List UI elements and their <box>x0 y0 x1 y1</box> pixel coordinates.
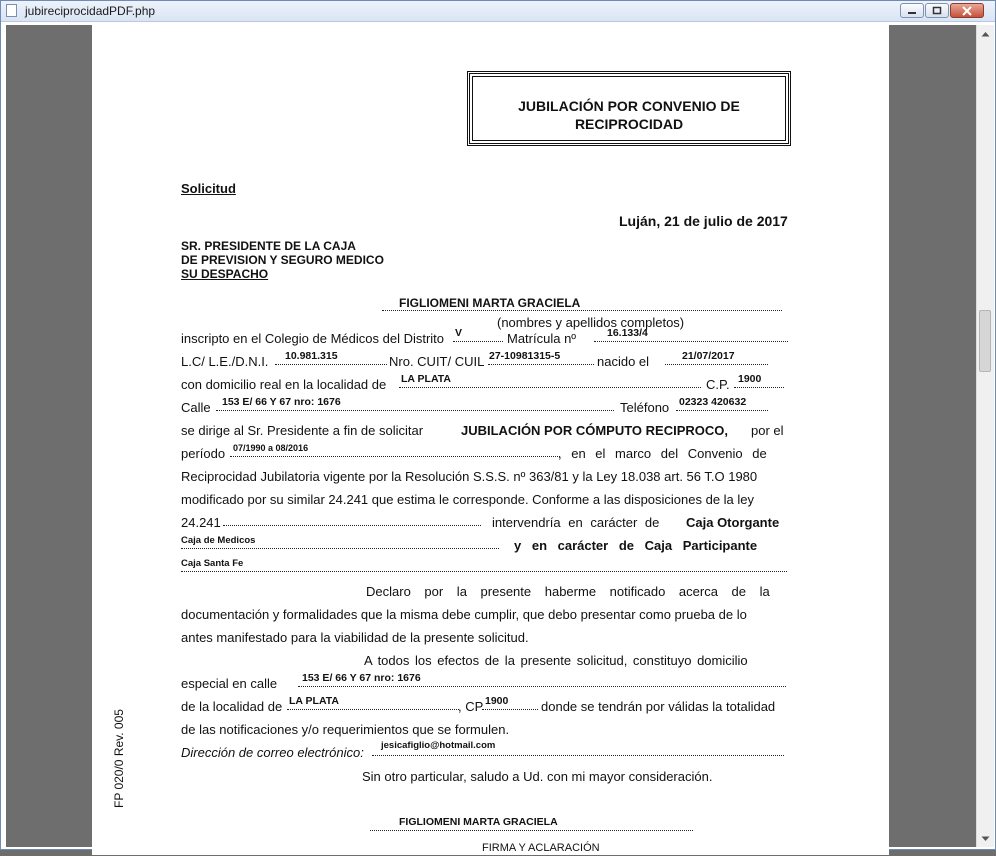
solicitud-type: JUBILACIÓN POR CÓMPUTO RECIPROCO, <box>461 423 729 438</box>
modificado-text: modificado por su similar 24.241 que estima le corresponde. Conforme a las disposiciones de la ley <box>181 492 755 507</box>
distrito-value: V <box>455 327 463 339</box>
name-caption: (nombres y apellidos completos) <box>497 315 685 330</box>
close-button[interactable] <box>950 3 984 18</box>
dirige-text: se dirige al Sr. Presidente a fin de solicitar <box>181 423 424 438</box>
efectos-text: A todos los efectos de la presente solicitud, constituyo domicilio <box>364 653 748 668</box>
localidad-especial-value: LA PLATA <box>289 695 339 707</box>
reciprocidad-text: Reciprocidad Jubilatoria vigente por la Resolución S.S.S. nº 363/81 y la Ley 18.038 art. 56 T.O 1980 <box>181 469 758 484</box>
email-label: Dirección de correo electrónico: <box>181 745 364 760</box>
domicilio-label: con domicilio real en la localidad de <box>181 377 387 392</box>
minimize-button[interactable] <box>900 3 924 18</box>
pdf-viewer[interactable] <box>6 25 976 854</box>
maximize-icon <box>932 6 942 15</box>
window-title: jubireciprocidadPDF.php <box>25 4 156 18</box>
firma-name-value: FIGLIOMENI MARTA GRACIELA <box>399 816 558 828</box>
addressee-line-1: SR. PRESIDENTE DE LA CAJA <box>181 239 356 253</box>
nacido-label: nacido el <box>597 354 650 369</box>
matricula-label: Matrícula nº <box>507 331 577 346</box>
firma-caption: FIRMA Y ACLARACIÓN <box>482 842 600 854</box>
notificaciones-text: de las notificaciones y/o requerimientos que se formulen. <box>181 722 510 737</box>
maximize-button[interactable] <box>925 3 949 18</box>
full-name-value: FIGLIOMENI MARTA GRACIELA <box>399 296 581 310</box>
caja-otorgante-value: Caja de Medicos <box>181 535 256 546</box>
vertical-scrollbar[interactable] <box>976 25 994 847</box>
cp-value: 1900 <box>738 373 762 385</box>
caja-participante-label: y en carácter de Caja Participante <box>514 538 758 553</box>
document-title-box <box>467 71 791 146</box>
periodo-label: período <box>181 446 226 461</box>
calle-label: Calle <box>181 400 211 415</box>
intervendria-text: intervendría en carácter de <box>492 515 660 530</box>
title-bar[interactable] <box>1 1 995 22</box>
periodo-value: 07/1990 a 08/2016 <box>233 443 309 453</box>
cuit-value: 27-10981315-5 <box>489 350 561 362</box>
antes-text: antes manifestado para la viabilidad de la presente solicitud. <box>181 630 529 645</box>
cp-label: C.P. <box>706 377 730 392</box>
caja-participante-value: Caja Santa Fe <box>181 558 244 569</box>
cp-especial-label: , CP <box>458 699 484 714</box>
pdf-page <box>92 25 889 855</box>
cuit-label: Nro. CUIT/ CUIL <box>389 354 485 369</box>
document-icon <box>6 4 17 17</box>
arrow-up-icon <box>981 31 990 37</box>
especial-calle-label: especial en calle <box>181 676 278 691</box>
telefono-label: Teléfono <box>620 400 670 415</box>
cp-especial-value: 1900 <box>485 695 509 707</box>
telefono-value: 02323 420632 <box>679 396 747 408</box>
addressee-line-2: DE PREVISION Y SEGURO MEDICO <box>181 253 384 267</box>
dirige-text-end: por el <box>751 423 784 438</box>
document-title-line-2: RECIPROCIDAD <box>574 116 684 132</box>
marco-text: , en el marco del Convenio de <box>558 446 767 461</box>
scroll-up-button[interactable] <box>977 25 994 42</box>
caja-otorgante-label: Caja Otorgante <box>686 515 780 530</box>
document-title-line-1: JUBILACIÓN POR CONVENIO DE <box>518 98 740 114</box>
localidad-especial-label: de la localidad de <box>181 699 283 714</box>
validas-text: donde se tendrán por válidas la totalidad <box>541 699 776 714</box>
dni-label: L.C/ L.E./D.N.I. <box>181 354 269 369</box>
saludo-text: Sin otro particular, saludo a Ud. con mi mayor consideración. <box>362 769 713 784</box>
calle-especial-value: 153 E/ 66 Y 67 nro: 1676 <box>302 672 421 684</box>
declaro-text: Declaro por la presente haberme notificado acerca de la <box>366 584 770 599</box>
addressee-line-3: SU DESPACHO <box>181 267 269 281</box>
arrow-down-icon <box>981 836 990 842</box>
close-icon <box>962 6 972 16</box>
matricula-value: 16.133/4 <box>607 327 648 339</box>
calle-value: 153 E/ 66 Y 67 nro: 1676 <box>222 396 341 408</box>
document-date: Luján, 21 de julio de 2017 <box>619 213 788 229</box>
ley-number: 24.241 <box>181 515 221 530</box>
localidad-value: LA PLATA <box>401 373 451 385</box>
email-value: jesicafiglio@hotmail.com <box>381 740 496 751</box>
form-code: FP 020/0 Rev. 005 <box>112 709 126 808</box>
inscripto-label: inscripto en el Colegio de Médicos del Distrito <box>181 331 445 346</box>
section-title: Solicitud <box>181 181 236 196</box>
birth-date-value: 21/07/2017 <box>682 350 735 362</box>
scroll-thumb[interactable] <box>979 310 991 372</box>
dni-value: 10.981.315 <box>285 350 338 362</box>
documentacion-text: documentación y formalidades que la misma debe cumplir, que debo presentar como prueba de lo <box>181 607 747 622</box>
minimize-icon <box>907 7 917 15</box>
scroll-down-button[interactable] <box>977 830 994 847</box>
